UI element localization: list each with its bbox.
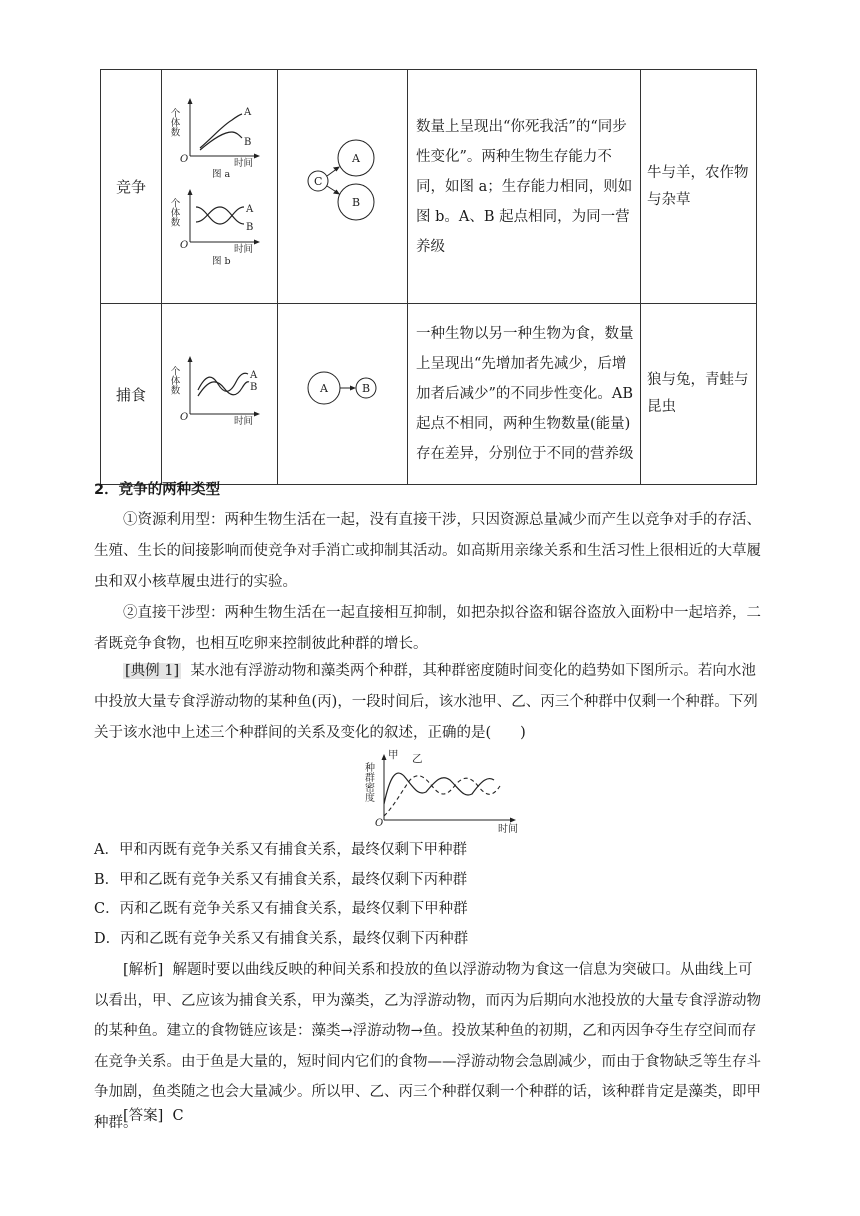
predation-graph-cell	[162, 304, 278, 485]
graph-b-ylabel: 个体数	[168, 198, 180, 227]
node-b: B	[352, 196, 361, 209]
series-jia-line	[384, 773, 494, 804]
node-a: A	[352, 152, 360, 165]
predation-xlabel: 时间	[234, 416, 254, 427]
option-b[interactable]: B．甲和乙既有竞争关系又有捕食关系，最终仅剩下丙种群	[94, 871, 468, 888]
graph-a-origin: O	[180, 154, 189, 165]
analysis-block	[94, 955, 762, 1138]
graph-b-origin: O	[180, 240, 189, 251]
example-tag: [典例 1]	[125, 663, 180, 679]
answer-tag: [答案]	[123, 1108, 164, 1124]
graph-b-xlabel: 时间	[234, 244, 254, 255]
graph-b	[169, 189, 261, 267]
predation-node-b: B	[362, 382, 371, 395]
option-a[interactable]: A．甲和丙既有竞争关系又有捕食关系，最终仅剩下甲种群	[94, 842, 467, 858]
graph-b-series-b: B	[246, 222, 254, 233]
analysis-text: 解题时要以曲线反映的种间关系和投放的鱼以浮游动物为食这一信息为突破口。从曲线上可以看出，甲、乙应该为捕食关系，甲为藻类，乙为浮游动物，而丙为后期向水池投放的大量专食浮游动物的某种鱼。建立的食物链应该是：藻类→浮游动物→鱼。投放某种鱼的初期，乙和丙因争夺生存空间而存在竞争关系。由于鱼是大量的，短时间内它们的食物——浮游动物会急剧减少，而由于食物缺乏等生存斗争加剧，鱼类随之也会大量减少。所以甲、乙、丙三个种群仅剩一个种群的话，该种群肯定是藻类，即甲种群。	[94, 962, 761, 1131]
graph-a-caption: 图 a	[212, 169, 231, 180]
relation-description: 数量上呈现出“你死我活”的“同步性变化”。两种生物生存能力不同，如图 a；生存能力相同，则如图 b。A、B 起点相同，为同一营养级	[408, 70, 641, 304]
example-stem: 某水池有浮游动物和藻类两个种群，其种群密度随时间变化的趋势如下图所示。若向水池中投放大量专食浮游动物的某种鱼(丙)，一段时间后，该水池甲、乙、丙三个种群中仅剩一个种群。下列关于该水池中上述三个种群间的关系及变化的叙述，正确的是( )	[94, 663, 758, 741]
chart-series-jia: 甲	[388, 749, 399, 761]
graph-a-ylabel: 个体数	[168, 108, 180, 137]
graph-a-series-a: A	[244, 107, 252, 118]
relation-description: 一种生物以另一种生物为食，数量上呈现出“先增加者先减少，后增加者后减少”的不同步性变化。AB 起点不相同，两种生物数量(能量)存在差异，分别位于不同的营养级	[408, 304, 641, 485]
graph-a	[169, 98, 261, 180]
options-list	[94, 836, 762, 954]
graph-a-xlabel: 时间	[234, 158, 254, 169]
competition-graphs-cell	[162, 70, 278, 304]
predation-diagram	[278, 304, 407, 480]
competition-diagram-cell	[278, 70, 408, 304]
relation-example: 狼与兔，青蛙与昆虫	[641, 304, 757, 485]
relation-name: 竞争	[101, 70, 162, 304]
competition-graphs	[162, 70, 277, 299]
answer-value: C	[172, 1108, 184, 1124]
relation-name: 捕食	[101, 304, 162, 485]
graph-b-series-a: A	[246, 204, 254, 215]
chart-series-yi: 乙	[412, 753, 423, 765]
graph-a-series-b: B	[244, 137, 252, 148]
paragraph-resource-type: ①资源利用型：两种生物生活在一起，没有直接干涉，只因资源总量减少而产生以竞争对手的存活、生殖、生长的间接影响而使竞争对手消亡或抑制其活动。如高斯用亲缘关系和生活习性上很相近的大草履虫和双小核草履虫进行的实验。	[94, 512, 761, 590]
predation-series-b: B	[250, 382, 258, 393]
predation-origin: O	[180, 412, 189, 423]
predation-diagram-cell	[278, 304, 408, 485]
relationship-table	[100, 69, 757, 485]
option-c[interactable]: C．丙和乙既有竞争关系又有捕食关系，最终仅剩下甲种群	[94, 901, 468, 917]
predation-node-a: A	[320, 382, 328, 395]
relation-example: 牛与羊，农作物与杂草	[641, 70, 757, 304]
example-stem-block	[94, 656, 762, 749]
predation-graph	[162, 304, 277, 480]
competition-diagram	[278, 70, 407, 299]
population-density-chart	[360, 746, 530, 838]
node-c: C	[314, 175, 323, 188]
section-heading: 2．竞争的两种类型	[94, 482, 221, 498]
predation-ylabel: 个体数	[168, 366, 180, 395]
chart-xlabel: 时间	[498, 824, 518, 835]
option-d[interactable]: D．丙和乙既有竞争关系又有捕食关系，最终仅剩下丙种群	[94, 930, 469, 947]
table-row	[101, 304, 757, 485]
answer-block	[94, 1104, 184, 1125]
table-row	[101, 70, 757, 304]
analysis-tag: [解析]	[123, 962, 164, 978]
paragraph-interference-type: ②直接干涉型：两种生物生活在一起直接相互抑制，如把杂拟谷盗和锯谷盗放入面粉中一起培养，二者既竞争食物，也相互吃卵来控制彼此种群的增长。	[94, 605, 761, 652]
chart-origin: O	[375, 818, 384, 829]
graph-b-caption: 图 b	[212, 256, 231, 267]
chart-ylabel: 种群密度	[362, 762, 374, 802]
predation-series-a: A	[250, 370, 258, 381]
